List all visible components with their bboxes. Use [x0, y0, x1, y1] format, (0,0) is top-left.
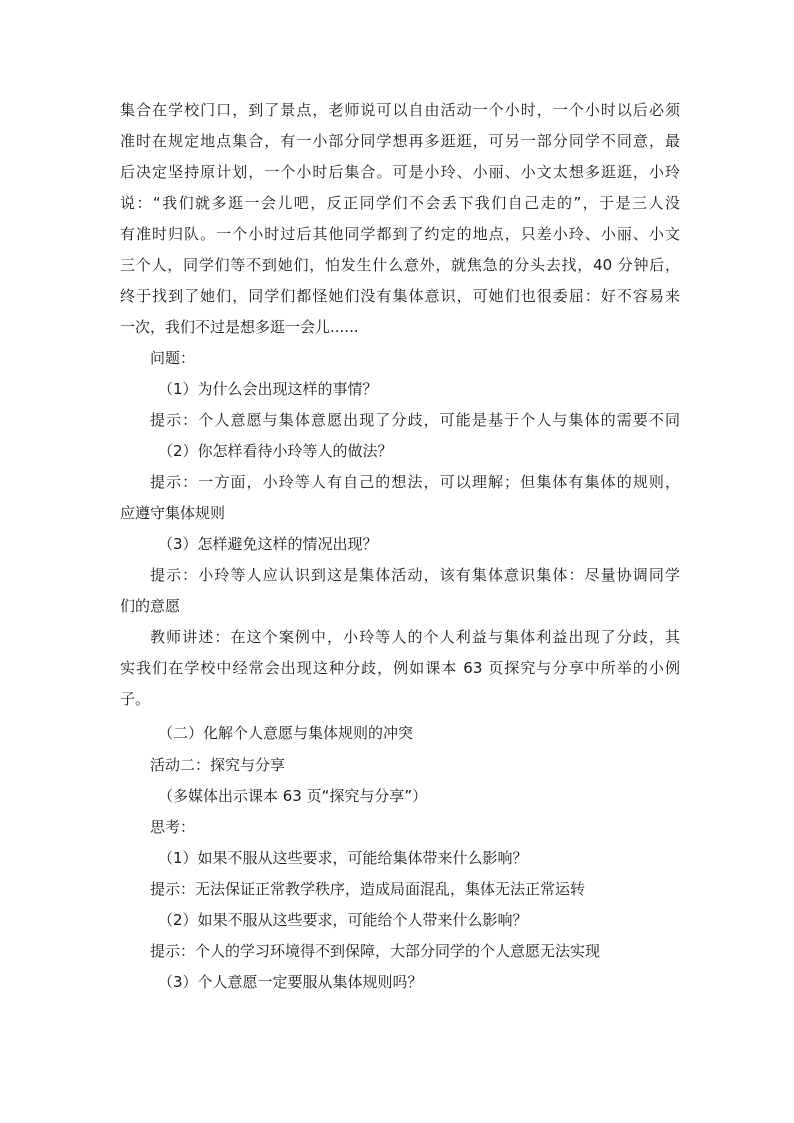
paragraph-line: 说：“我们就多逛一会儿吧，反正同学们不会丢下我们自己走的”，于是三人没	[120, 194, 680, 212]
question-heading: 问题：	[150, 349, 196, 367]
paragraph-line: 一次，我们不过是想多逛一会儿......	[120, 318, 359, 336]
question-item: （1）如果不服从这些要求，可能给集体带来什么影响？	[158, 849, 528, 867]
paragraph-line: 后决定坚持原计划，一个小时后集合。可是小玲、小丽、小文太想多逛逛，小玲	[120, 163, 680, 181]
hint-line: 提示：一方面，小玲等人有自己的想法，可以理解；但集体有集体的规则，	[150, 473, 680, 491]
hint-line: 提示：个人的学习环境得不到保障，大部分同学的个人意愿无法实现	[150, 942, 601, 960]
activity-heading: 活动二：探究与分享	[150, 756, 286, 774]
question-item: （3）怎样避免这样的情况出现？	[158, 535, 378, 553]
section-heading: （二）化解个人意愿与集体规则的冲突	[158, 724, 414, 742]
paragraph-line: （多媒体出示课本 63 页“探究与分享”）	[158, 787, 428, 805]
hint-line: 应遵守集体规则	[120, 504, 226, 522]
paragraph-line: 终于找到了她们，同学们都怪她们没有集体意识，可她们也很委屈：好不容易来	[120, 287, 680, 305]
hint-line: 提示：无法保证正常教学秩序，造成局面混乱，集体无法正常运转	[150, 880, 586, 898]
question-item: （3）个人意愿一定要服从集体规则吗？	[158, 973, 423, 991]
paragraph-line: 实我们在学校中经常会出现这种分歧，例如课本 63 页探究与分享中所举的小例	[120, 659, 680, 677]
paragraph-line: 子。	[120, 690, 151, 708]
question-item: （2）如果不服从这些要求，可能给个人带来什么影响？	[158, 911, 528, 929]
paragraph-line: 教师讲述：在这个案例中，小玲等人的个人利益与集体利益出现了分歧，其	[150, 628, 680, 646]
paragraph-line: 集合在学校门口，到了景点，老师说可以自由活动一个小时，一个小时以后必须	[120, 101, 680, 119]
paragraph-line: 三个人，同学们等不到她们，怕发生什么意外，就焦急的分头去找，40 分钟后，	[120, 256, 680, 274]
paragraph-line: 有准时归队。一个小时过后其他同学都到了约定的地点，只差小玲、小丽、小文	[120, 225, 680, 243]
paragraph-line: 准时在规定地点集合，有一小部分同学想再多逛逛，可另一部分同学不同意，最	[120, 132, 680, 150]
hint-line: 提示：个人意愿与集体意愿出现了分歧，可能是基于个人与集体的需要不同	[150, 411, 680, 429]
question-item: （2）你怎样看待小玲等人的做法？	[158, 442, 393, 460]
question-heading: 思考：	[150, 818, 196, 836]
hint-line: 们的意愿	[120, 597, 181, 615]
hint-line: 提示：小玲等人应认识到这是集体活动，该有集体意识集体：尽量协调同学	[150, 566, 680, 584]
question-item: （1）为什么会出现这样的事情？	[158, 380, 378, 398]
